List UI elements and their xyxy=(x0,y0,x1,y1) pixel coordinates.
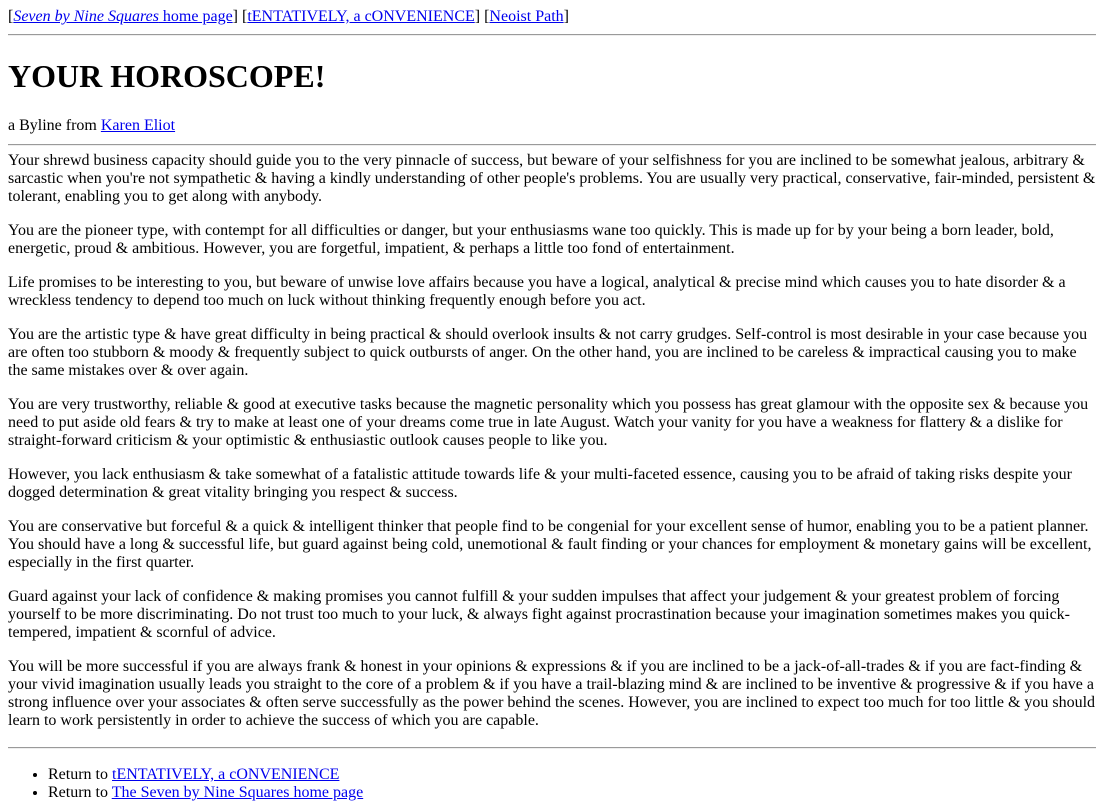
top-navigation xyxy=(8,8,1096,26)
nav-link-tentatively[interactable]: tENTATIVELY, a cONVENIENCE xyxy=(247,8,475,25)
horoscope-paragraph: However, you lack enthusiasm & take somewhat of a fatalistic attitude towards life & your multi-faceted essence, causing you to be afraid of taking risks despite your dogged determination & great vitality bringing you respect & success. xyxy=(8,466,1072,501)
nav-link-seven-by-nine-italic: Seven by Nine Squares xyxy=(13,8,159,25)
return-prefix: Return to xyxy=(48,766,112,783)
list-item xyxy=(48,784,1096,802)
nav-bracket: ] [ xyxy=(474,8,490,25)
nav-bracket: [ xyxy=(8,8,14,25)
nav-link-seven-by-nine-home[interactable] xyxy=(13,8,232,25)
byline-prefix: a Byline from xyxy=(8,117,101,134)
return-links-list xyxy=(8,766,1096,802)
byline xyxy=(8,117,1096,135)
divider-bottom xyxy=(8,747,1096,749)
nav-bracket: ] [ xyxy=(232,8,248,25)
page-title: YOUR HOROSCOPE! xyxy=(8,58,326,94)
return-prefix: Return to xyxy=(48,784,112,801)
divider-byline xyxy=(8,144,1096,146)
horoscope-paragraph: You will be more successful if you are always frank & honest in your opinions & expressions & if you are inclined to be a jack-of-all-trades & if you are fact-finding & your vivid imagination usually leads you straight to the core of a problem & if you have a trail-blazing mind & are inclined to be inventive & progressive & if you have a strong influence over your associates & often serve successfully as the power behind the scenes. However, you are inclined to expect too much for too little & you should learn to work persistently in order to achieve the success of which you are capable. xyxy=(8,658,1096,729)
horoscope-paragraph: Life promises to be interesting to you, but beware of unwise love affairs because you have a logical, analytical & precise mind which causes you to hate disorder & a wreckless tendency to depend too much on luck without thinking frequently enough before you act. xyxy=(8,274,1066,309)
horoscope-paragraph: You are very trustworthy, reliable & good at executive tasks because the magnetic personality which you possess has great glamour with the opposite sex & because you need to put aside old fears & try to make at least one of your dreams come true in late August. Watch your vanity for you have a weakness for flattery & a dislike for straight-forward criticism & your optimistic & enthusiastic outlook causes people to like you. xyxy=(8,396,1089,449)
horoscope-paragraph: Your shrewd business capacity should guide you to the very pinnacle of success, but beware of your selfishness for you are inclined to be somewhat jealous, arbitrary & sarcastic when you're not sympathetic & having a kindly understanding of other people's problems. You are usually very practical, conservative, fair-minded, persistent & tolerant, enabling you to get along with anybody. xyxy=(8,152,1096,205)
horoscope-paragraph: You are conservative but forceful & a quick & intelligent thinker that people find to be congenial for your excellent sense of humor, enabling you to be a patient planner. You should have a long & successful life, but guard against being cold, unemotional & fault finding or your chances for employment & monetary gains will be excellent, especially in the first quarter. xyxy=(8,518,1092,571)
return-link-tentatively[interactable]: tENTATIVELY, a cONVENIENCE xyxy=(112,766,340,783)
divider-top xyxy=(8,34,1096,36)
return-link-seven-by-nine-home[interactable]: The Seven by Nine Squares home page xyxy=(111,784,364,801)
nav-link-neoist-path[interactable]: Neoist Path xyxy=(489,8,564,25)
horoscope-paragraph: You are the pioneer type, with contempt for all difficulties or danger, but your enthusiasms wane too quickly. This is made up for by your being a born leader, bold, energetic, proud & ambitious. However, you are forgetful, impatient, & perhaps a little too fond of entertainment. xyxy=(8,222,1054,257)
nav-bracket: ] xyxy=(563,8,569,25)
author-link[interactable]: Karen Eliot xyxy=(100,117,176,134)
nav-link-seven-by-nine-rest: home page xyxy=(158,8,233,25)
list-item xyxy=(48,766,1096,784)
horoscope-paragraph: You are the artistic type & have great difficulty in being practical & should overlook insults & not carry grudges. Self-control is most desirable in your case because you are often too stubborn & moody & frequently subject to quick outbursts of anger. On the other hand, you are inclined to be careless & impractical causing you to make the same mistakes over & over again. xyxy=(8,326,1088,379)
horoscope-paragraph: Guard against your lack of confidence & making promises you cannot fulfill & your sudden impulses that affect your judgement & your greatest problem of forcing yourself to be more discriminating. Do not trust too much to your luck, & always fight against procrastination because your imagination sometimes makes you quick-tempered, impatient & scornful of advice. xyxy=(8,588,1070,641)
